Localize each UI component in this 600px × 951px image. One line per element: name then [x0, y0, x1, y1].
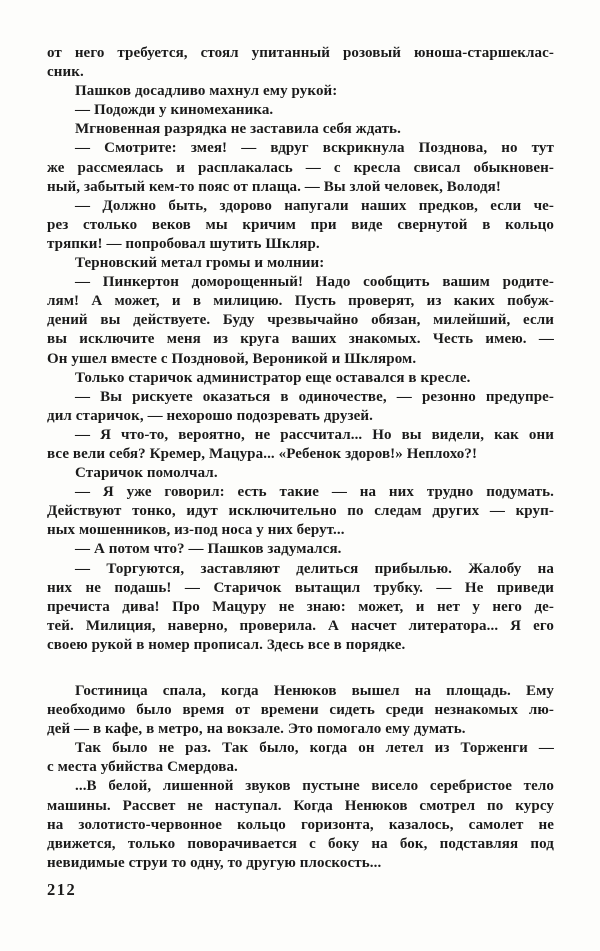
text-line: Так было не раз. Так было, когда он летел из Торженги —: [75, 740, 554, 757]
paragraph: [47, 44, 554, 82]
section-1: [47, 44, 554, 655]
paragraph: [47, 682, 554, 739]
text-line: — Я что-то, вероятно, не рассчитал... Но вы видели, как они: [75, 426, 554, 443]
text-line: вы исключите меня из круга ваших знакомых. Честь имею. —: [47, 331, 554, 348]
paragraph: [47, 540, 554, 559]
text-line: все вели себя? Кремер, Мацура... «Ребенок здоров!» Неплохо?!: [47, 445, 478, 462]
text-line: Действуют тонко, идут исключительно по следам других — круп-: [47, 503, 554, 520]
paragraph: [47, 101, 554, 120]
text-line: от него требуется, стоял упитанный розовый юноша-старшеклас-: [47, 45, 554, 61]
text-line: с места убийства Смердова.: [47, 759, 238, 776]
text-line: — Вы рискуете оказаться в одиночестве, — резонно предупре-: [75, 388, 554, 405]
text-line: ных мошенников, из-под носа у них берут...: [47, 522, 345, 539]
text-line: Гостиница спала, когда Ненюков вышел на площадь. Ему: [75, 683, 554, 699]
section-2: [47, 682, 554, 873]
text-line: же рассмеялась и расплакалась — с кресла свисал обыкновен-: [47, 159, 554, 176]
paragraph: [47, 254, 554, 273]
text-line: необходимо было время от времени сидеть среди незнакомых лю-: [47, 702, 554, 719]
text-line: на золотисто-червонное кольцо горизонта, казалось, самолет не: [47, 816, 554, 833]
paragraph: [47, 197, 554, 254]
text-line: Мгновенная разрядка не заставила себя ждать.: [75, 121, 401, 138]
text-line: тей. Милиция, наверно, проверила. А насчет литератора... Я его: [47, 617, 554, 634]
text-line: Терновский метал громы и молнии:: [75, 255, 325, 272]
text-line: них не подашь! — Старичок вытащил трубку. — Не приведи: [47, 579, 554, 596]
text-line: ный, забытый кем-то пояс от плаща. — Вы злой человек, Володя!: [47, 178, 501, 195]
text-line: машины. Рассвет не наступал. Когда Ненюков смотрел по курсу: [47, 797, 554, 814]
text-line: Пашков досадливо махнул ему рукой:: [75, 83, 338, 100]
text-line: своею рукой в номер прописал. Здесь все в порядке.: [47, 636, 406, 653]
text-line: Только старичок администратор еще оставался в кресле.: [75, 369, 471, 386]
text-line: — Должно быть, здорово напугали наших предков, если че-: [75, 197, 554, 214]
paragraph: [47, 139, 554, 196]
text-line: невидимые струи то одну, то другую плоскость...: [47, 854, 382, 871]
text-line: — Подожди у киномеханика.: [75, 102, 274, 119]
paragraph: [47, 273, 554, 368]
paragraph: [47, 120, 554, 139]
text-line: дений вы действуете. Буду чрезвычайно обязан, милейший, если: [47, 312, 554, 329]
page-text-block: [47, 44, 554, 873]
text-line: тряпки! — попробовал шутить Шкляр.: [47, 235, 320, 252]
text-line: — Торгуются, заставляют делиться прибылью. Жалобу на: [75, 560, 554, 577]
text-line: сник.: [47, 64, 84, 81]
text-line: рез столько веков мы кричим при виде свернутой в кольцо: [47, 216, 554, 233]
text-line: движется, только поворачивается с боку на бок, подставляя под: [47, 835, 554, 852]
text-line: лям! А может, и в милицию. Пусть проверят, из каких побуж-: [47, 293, 554, 310]
text-line: Он ушел вместе с Поздновой, Вероникой и Шкляром.: [47, 350, 417, 367]
paragraph: [47, 426, 554, 464]
text-line: ...В белой, лишенной звуков пустыне висело серебристое тело: [75, 778, 554, 795]
text-line: — Пинкертон доморощенный! Надо сообщить вашим родите-: [75, 274, 554, 291]
text-line: дил старичок, — нехорошо подозревать друзей.: [47, 407, 373, 424]
page-number: 212: [47, 880, 77, 899]
text-line: — А потом что? — Пашков задумался.: [75, 541, 342, 558]
paragraph: [47, 777, 554, 872]
text-line: — Я уже говорил: есть такие — на них трудно подумать.: [75, 484, 554, 501]
paragraph: [47, 739, 554, 777]
text-line: пречиста дива! Про Мацуру не знаю: может, и нет у него де-: [47, 598, 554, 615]
paragraph: [47, 369, 554, 388]
text-line: — Смотрите: змея! — вдруг вскрикнула Позднова, но тут: [75, 140, 554, 157]
text-line: Старичок помолчал.: [75, 465, 218, 482]
text-line: дей — в кафе, в метро, на вокзале. Это помогало ему думать.: [47, 721, 466, 738]
paragraph: [47, 82, 554, 101]
paragraph: [47, 388, 554, 426]
paragraph: [47, 464, 554, 483]
paragraph: [47, 560, 554, 655]
paragraph: [47, 483, 554, 540]
